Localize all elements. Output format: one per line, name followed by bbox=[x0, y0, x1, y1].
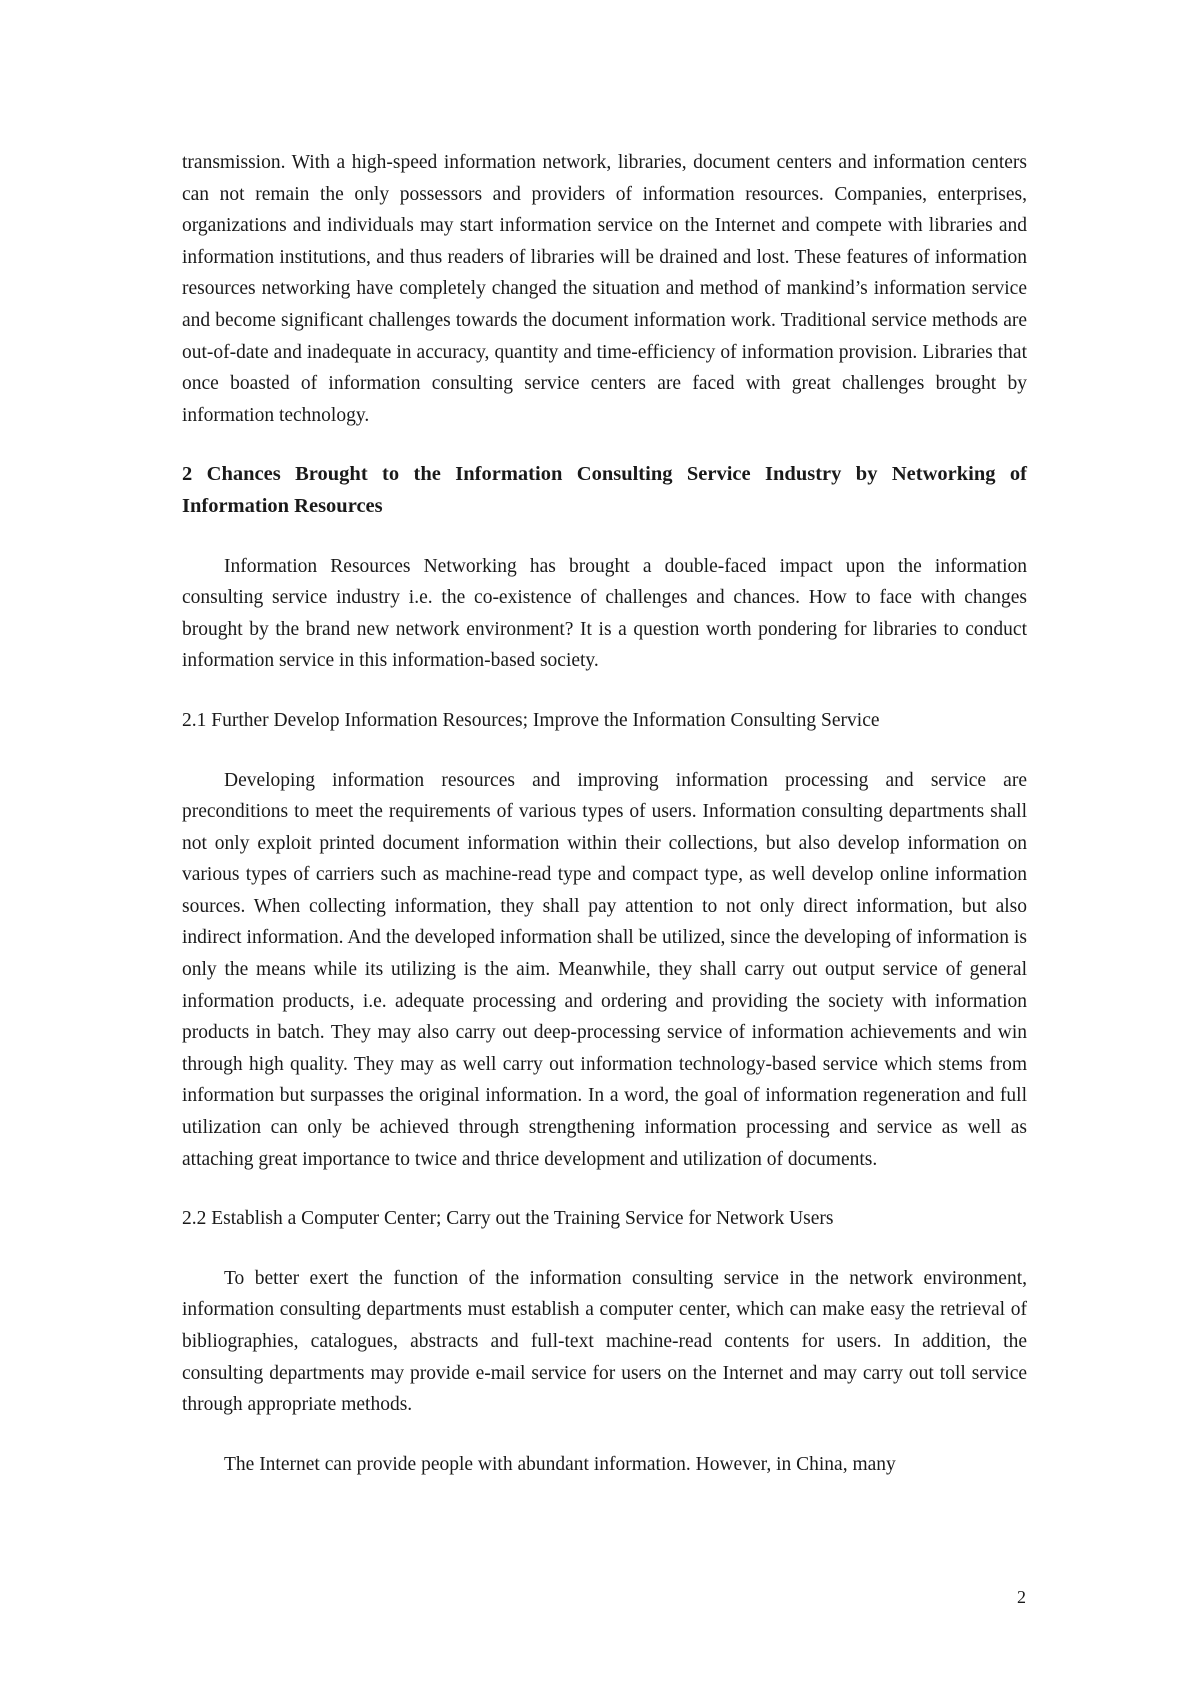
paragraph-computer-center: To better exert the function of the information consulting service in the network environment, information consulting departments must establish a computer center, which can make easy the retrieval of bibliographies, catalogues, abstracts and full-text machine-read contents for users. In addition, the consulting departments may provide e-mail service for users on the Internet and may carry out toll service through appropriate methods. bbox=[182, 1267, 1027, 1416]
subsection-heading-2-2: 2.2 Establish a Computer Center; Carry out the Training Service for Network Users bbox=[182, 1208, 834, 1230]
subsection-heading-2-1: 2.1 Further Develop Information Resources; Improve the Information Consulting Service bbox=[182, 709, 880, 731]
paragraph-continuation: transmission. With a high-speed information network, libraries, document centers and information centers can not remain the only possessors and providers of information resources. Companies, enterprises, organizations and individuals may start information service on the Internet and compete with libraries and information institutions, and thus readers of libraries will be drained and lost. These features of information resources networking have completely changed the situation and method of mankind’s information service and become significant challenges towards the document information work. Traditional service methods are out-of-date and inadequate in accuracy, quantity and time-efficiency of information provision. Libraries that once boasted of information consulting service centers are faced with great challenges brought by information technology. bbox=[182, 152, 1027, 426]
paragraph-double-faced-impact: Information Resources Networking has brought a double-faced impact upon the information consulting service industry i.e. the co-existence of challenges and chances. How to face with changes brought by the brand new network environment? It is a question worth pondering for libraries to conduct information service in this information-based society. bbox=[182, 555, 1027, 672]
paragraph-internet-abundant: The Internet can provide people with abundant information. However, in China, many bbox=[224, 1453, 896, 1475]
page-number: 2 bbox=[1017, 1587, 1026, 1607]
section-heading-2: 2 Chances Brought to the Information Consulting Service Industry by Networking of Information Resources bbox=[182, 463, 1027, 517]
paragraph-develop-resources: Developing information resources and improving information processing and service are preconditions to meet the requirements of various types of users. Information consulting departments shall not only exploit printed document information within their collections, but also develop information on various types of carriers such as machine-read type and compact type, as well develop online information sources. When collecting information, they shall pay attention to not only direct information, but also indirect information. And the developed information shall be utilized, since the developing of information is only the means while its utilizing is the aim. Meanwhile, they shall carry out output service of general information products, i.e. adequate processing and ordering and providing the society with information products in batch. They may also carry out deep-processing service of information achievements and win through high quality. They may as well carry out information technology-based service which stems from information but surpasses the original information. In a word, the goal of information regeneration and full utilization can only be achieved through strengthening information processing and service as well as attaching great importance to twice and thrice development and utilization of documents. bbox=[182, 769, 1027, 1170]
page-body bbox=[182, 147, 1027, 1480]
